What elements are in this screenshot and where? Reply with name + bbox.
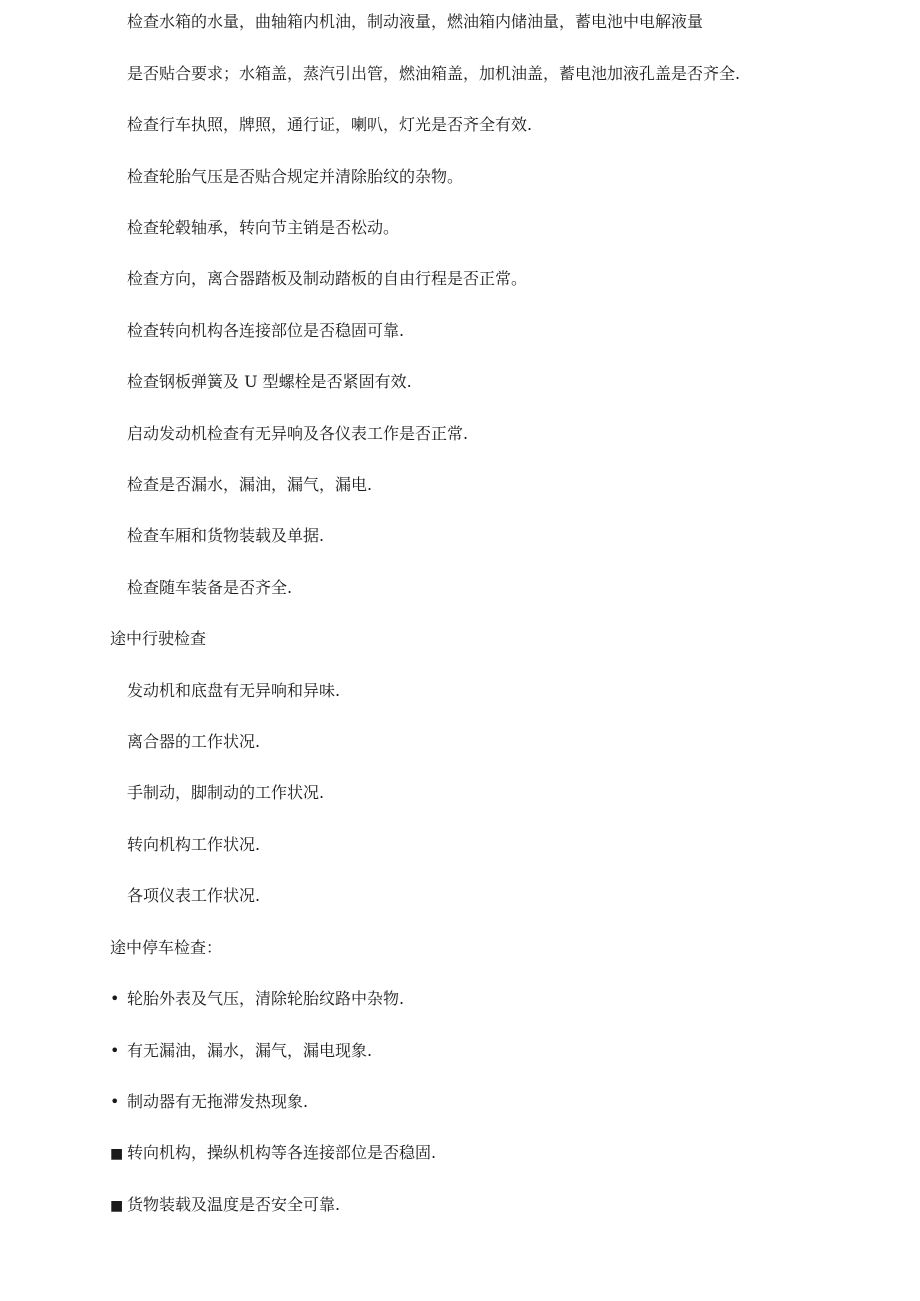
- pre-trip-item: 检查随车装备是否齐全.: [127, 578, 293, 597]
- stop-check-item-text: 轮胎外表及气压，清除轮胎纹路中杂物.: [127, 989, 405, 1008]
- stop-check-bullet-item: [110, 1090, 308, 1114]
- pre-trip-item: 检查车厢和货物装载及单据.: [127, 526, 325, 545]
- pre-trip-item: 检查是否漏水，漏油，漏气，漏电.: [127, 475, 373, 494]
- bullet-marker: •: [110, 1092, 120, 1111]
- driving-check-heading: 途中行驶检查: [110, 629, 207, 648]
- bullet-marker: •: [110, 989, 120, 1008]
- bullet-marker: •: [110, 1041, 120, 1060]
- square-marker: ■: [110, 1198, 124, 1214]
- driving-check-item: 转向机构工作状况.: [127, 835, 261, 854]
- stop-check-item-text: 货物装载及温度是否安全可靠.: [127, 1195, 341, 1214]
- pre-trip-item: 检查转向机构各连接部位是否稳固可靠.: [127, 321, 405, 340]
- driving-check-item: 手制动，脚制动的工作状况.: [127, 783, 325, 802]
- square-marker: ■: [110, 1146, 124, 1162]
- stop-check-item-text: 制动器有无拖滞发热现象.: [127, 1092, 309, 1111]
- stop-check-heading: 途中停车检查：: [110, 938, 223, 957]
- stop-check-item-text: 有无漏油，漏水，漏气，漏电现象.: [127, 1041, 373, 1060]
- pre-trip-item: 是否贴合要求；水箱盖，蒸汽引出管，燃油箱盖，加机油盖，蓄电池加液孔盖是否齐全.: [127, 64, 741, 83]
- stop-check-square-item: [110, 1193, 340, 1217]
- pre-trip-item: 启动发动机检查有无异响及各仪表工作是否正常.: [127, 424, 469, 443]
- pre-trip-item: 检查轮胎气压是否贴合规定并清除胎纹的杂物。: [127, 167, 464, 186]
- driving-check-item: 各项仪表工作状况.: [127, 886, 261, 905]
- stop-check-square-item: [110, 1141, 436, 1165]
- stop-check-bullet-item: [110, 1039, 372, 1063]
- pre-trip-item: 检查水箱的水量，曲轴箱内机油，制动液量，燃油箱内储油量，蓄电池中电解液量: [127, 12, 704, 31]
- pre-trip-item: 检查轮毂轴承，转向节主销是否松动。: [127, 218, 400, 237]
- driving-check-item: 发动机和底盘有无异响和异味.: [127, 681, 341, 700]
- pre-trip-item: 检查钢板弹簧及 U 型螺栓是否紧固有效.: [127, 372, 412, 391]
- driving-check-item: 离合器的工作状况.: [127, 732, 261, 751]
- stop-check-item-text: 转向机构，操纵机构等各连接部位是否稳固.: [127, 1143, 437, 1162]
- pre-trip-item: 检查行车执照，牌照，通行证，喇叭，灯光是否齐全有效.: [127, 115, 533, 134]
- pre-trip-item: 检查方向，离合器踏板及制动踏板的自由行程是否正常。: [127, 269, 528, 288]
- stop-check-bullet-item: [110, 987, 404, 1011]
